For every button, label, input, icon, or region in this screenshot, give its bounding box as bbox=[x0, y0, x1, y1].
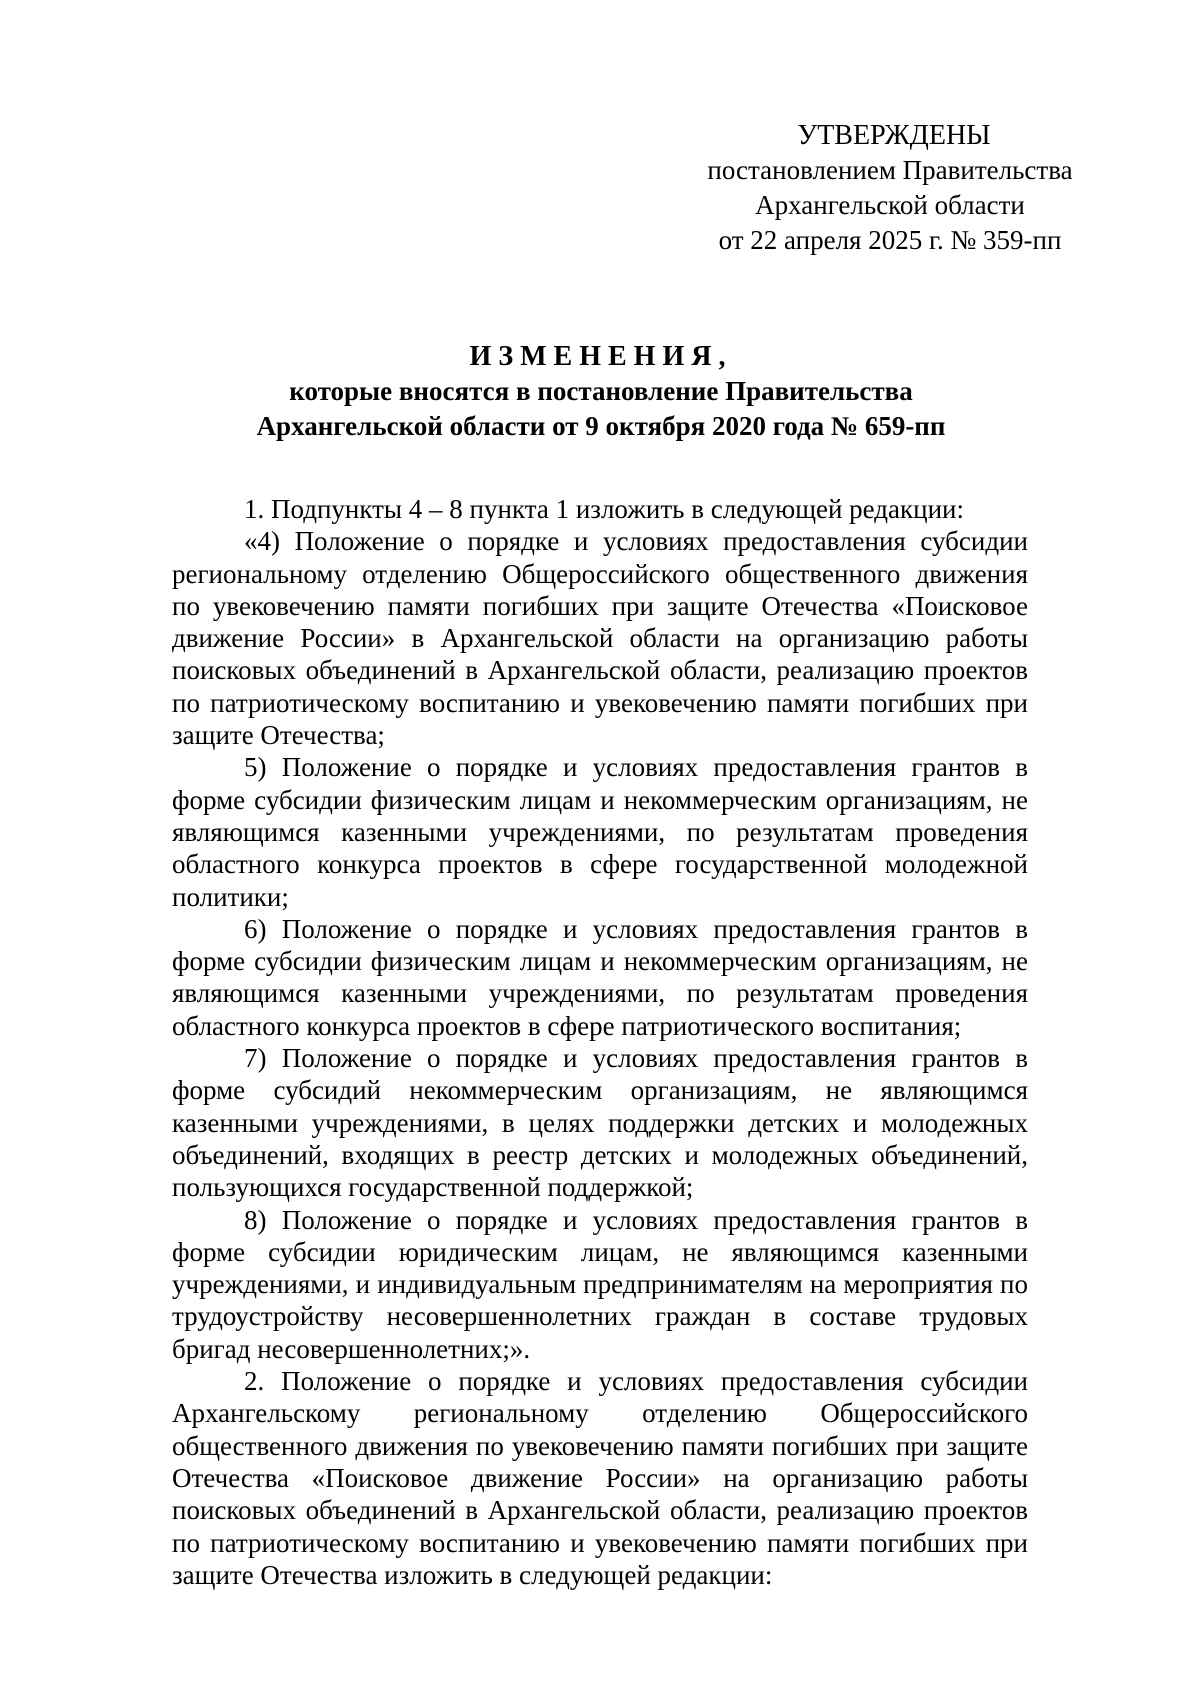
approval-stamp bbox=[700, 118, 1080, 258]
title-subtitle-1: которые вносятся в постановление Правительства bbox=[289, 376, 913, 406]
paragraph-4: 6) Положение о порядке и условиях предоставления грантов в форме субсидии физическим лицам и некоммерческим организациям, не являющимся казенными учреждениями, по результатам проведения областного конкурса проектов в сфере патриотического воспитания; bbox=[172, 913, 1028, 1041]
approval-heading: УТВЕРЖДЕНЫ bbox=[797, 120, 991, 151]
title-main: ИЗМЕНЕНИЯ, bbox=[469, 341, 733, 372]
document-body bbox=[172, 493, 1028, 1591]
paragraph-3: 5) Положение о порядке и условиях предоставления грантов в форме субсидии физическим лицам и некоммерческим организациям, не являющимся казенными учреждениями, по результатам проведения областного конкурса проектов в сфере государственной молодежной политики; bbox=[172, 752, 1028, 912]
paragraph-7: 2. Положение о порядке и условиях предоставления субсидии Архангельскому региональному отделению Общероссийского общественного движения по увековечению памяти погибших при защите Отечества «Поисковое движение России» на организацию работы поисковых объединений в Архангельской области, реализацию проектов по патриотическому воспитанию и увековечению памяти погибших при защите Отечества изложить в следующей редакции: bbox=[172, 1366, 1028, 1590]
paragraph-6: 8) Положение о порядке и условиях предоставления грантов в форме субсидии юридическим лицам, не являющимся казенными учреждениями, и индивидуальным предпринимателям на мероприятия по трудоустройству несовершеннолетних граждан в составе трудовых бригад несовершеннолетних;». bbox=[172, 1204, 1028, 1364]
approval-date-line: от 22 апреля 2025 г. № 359-пп bbox=[718, 225, 1062, 255]
title-subtitle-2: Архангельской области от 9 октября 2020 года № 659-пп bbox=[256, 411, 946, 441]
paragraph-2: «4) Положение о порядке и условиях предоставления субсидии региональному отделению Общероссийского общественного движения по увековечению памяти погибших при защите Отечества «Поисковое движение России» в Архангельской области на организацию работы поисковых объединений в Архангельской области, реализацию проектов по патриотическому воспитанию и увековечению памяти погибших при защите Отечества; bbox=[172, 526, 1028, 751]
approval-line-3: Архангельской области bbox=[755, 190, 1025, 220]
paragraph-5: 7) Положение о порядке и условиях предоставления грантов в форме субсидий некоммерческим организациям, не являющимся казенными учреждениями, в целях поддержки детских и молодежных объединений, входящих в реестр детских и молодежных объединений, пользующихся государственной поддержкой; bbox=[172, 1043, 1028, 1203]
approval-line-2: постановлением Правительства bbox=[707, 155, 1073, 185]
document-title bbox=[170, 339, 1032, 444]
paragraph-1: 1. Подпункты 4 – 8 пункта 1 изложить в следующей редакции: bbox=[244, 494, 964, 524]
